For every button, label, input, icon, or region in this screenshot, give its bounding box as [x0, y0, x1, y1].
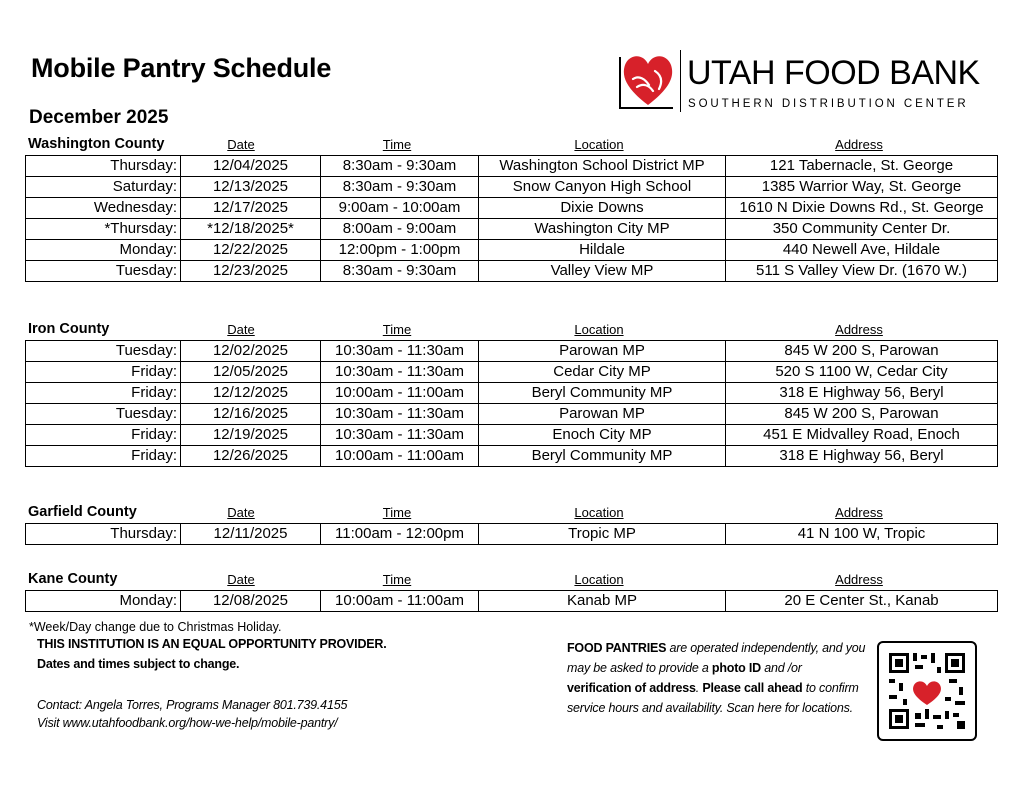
- pantry-note-text: to confirm service hours and availability. Scan here for locations.: [567, 681, 859, 715]
- schedule-table: [25, 523, 998, 545]
- day-cell: Saturday:: [26, 177, 181, 198]
- date-cell: 12/08/2025: [181, 591, 321, 612]
- table-row: [26, 240, 998, 261]
- address-cell: 350 Community Center Dr.: [726, 219, 998, 240]
- pantry-note-bold: Please call ahead: [702, 681, 803, 695]
- date-cell: *12/18/2025*: [181, 219, 321, 240]
- pantry-note-text: and /or: [760, 661, 802, 675]
- day-cell: *Thursday:: [26, 219, 181, 240]
- table-row: [26, 446, 998, 467]
- location-cell: Enoch City MP: [479, 425, 726, 446]
- table-row: [26, 362, 998, 383]
- time-cell: 10:00am - 11:00am: [321, 591, 479, 612]
- location-cell: Cedar City MP: [479, 362, 726, 383]
- address-cell: 845 W 200 S, Parowan: [726, 404, 998, 425]
- address-cell: 20 E Center St., Kanab: [726, 591, 998, 612]
- website-link[interactable]: Visit www.utahfoodbank.org/how-we-help/mobile-pantry/: [37, 716, 338, 730]
- address-header: Address: [835, 322, 883, 337]
- table-row: [26, 261, 998, 282]
- date-cell: 12/05/2025: [181, 362, 321, 383]
- date-cell: 12/11/2025: [181, 524, 321, 545]
- date-header: Date: [227, 322, 255, 337]
- day-cell: Thursday:: [26, 156, 181, 177]
- address-cell: 1385 Warrior Way, St. George: [726, 177, 998, 198]
- date-header: Date: [227, 505, 255, 520]
- address-cell: 41 N 100 W, Tropic: [726, 524, 998, 545]
- contact-line: Contact: Angela Torres, Programs Manager 801.739.4155: [37, 698, 348, 712]
- table-row: [26, 198, 998, 219]
- day-cell: Tuesday:: [26, 404, 181, 425]
- time-cell: 10:00am - 11:00am: [321, 446, 479, 467]
- address-cell: 318 E Highway 56, Beryl: [726, 446, 998, 467]
- pantry-note-bold: FOOD PANTRIES: [567, 641, 667, 655]
- day-cell: Friday:: [26, 446, 181, 467]
- logo-subtitle: SOUTHERN DISTRIBUTION CENTER: [688, 98, 969, 110]
- time-cell: 10:30am - 11:30am: [321, 404, 479, 425]
- date-cell: 12/13/2025: [181, 177, 321, 198]
- schedule-month: December 2025: [29, 107, 169, 128]
- table-row: [26, 425, 998, 446]
- location-cell: Hildale: [479, 240, 726, 261]
- table-row: [26, 404, 998, 425]
- date-cell: 12/16/2025: [181, 404, 321, 425]
- day-cell: Tuesday:: [26, 341, 181, 362]
- county-name: Iron County: [28, 321, 110, 337]
- table-row: [26, 177, 998, 198]
- address-header: Address: [835, 505, 883, 520]
- qr-code-icon: [879, 643, 975, 739]
- location-cell: Parowan MP: [479, 341, 726, 362]
- day-cell: Monday:: [26, 591, 181, 612]
- date-cell: 12/02/2025: [181, 341, 321, 362]
- schedule-table: [25, 340, 998, 467]
- time-header: Time: [382, 572, 412, 587]
- equal-opportunity-statement: THIS INSTITUTION IS AN EQUAL OPPORTUNITY PROVIDER.: [37, 637, 387, 651]
- time-header: Time: [382, 137, 412, 152]
- location-cell: Kanab MP: [479, 591, 726, 612]
- time-header: Time: [382, 322, 412, 337]
- time-cell: 10:30am - 11:30am: [321, 425, 479, 446]
- location-header: Location: [574, 137, 624, 152]
- address-header: Address: [835, 572, 883, 587]
- date-cell: 12/17/2025: [181, 198, 321, 219]
- page-title: Mobile Pantry Schedule: [31, 53, 332, 83]
- logo-divider: [680, 50, 681, 112]
- location-cell: Parowan MP: [479, 404, 726, 425]
- county-name: Kane County: [28, 571, 118, 587]
- date-cell: 12/04/2025: [181, 156, 321, 177]
- date-cell: 12/26/2025: [181, 446, 321, 467]
- iron-county-section: [25, 321, 998, 467]
- logo-name: UTAH FOOD BANK: [687, 54, 980, 92]
- day-cell: Friday:: [26, 383, 181, 404]
- address-cell: 121 Tabernacle, St. George: [726, 156, 998, 177]
- schedule-table: [25, 590, 998, 612]
- time-cell: 9:00am - 10:00am: [321, 198, 479, 219]
- county-name: Garfield County: [28, 504, 137, 520]
- table-row: [26, 341, 998, 362]
- county-name: Washington County: [28, 136, 165, 152]
- subject-to-change-note: Dates and times subject to change.: [37, 657, 240, 671]
- address-header: Address: [835, 137, 883, 152]
- address-cell: 440 Newell Ave, Hildale: [726, 240, 998, 261]
- table-row: [26, 383, 998, 404]
- location-cell: Washington City MP: [479, 219, 726, 240]
- date-cell: 12/23/2025: [181, 261, 321, 282]
- time-cell: 8:00am - 9:00am: [321, 219, 479, 240]
- food-pantries-note: [567, 638, 867, 718]
- garfield-county-section: [25, 504, 998, 545]
- time-cell: 8:30am - 9:30am: [321, 156, 479, 177]
- date-cell: 12/22/2025: [181, 240, 321, 261]
- contact-info: [37, 696, 347, 732]
- table-row: [26, 524, 998, 545]
- time-cell: 8:30am - 9:30am: [321, 177, 479, 198]
- day-cell: Friday:: [26, 425, 181, 446]
- day-cell: Friday:: [26, 362, 181, 383]
- location-header: Location: [574, 322, 624, 337]
- pantry-note-text: are operated independently, and you may be asked to provide a: [567, 641, 866, 675]
- address-cell: 451 E Midvalley Road, Enoch: [726, 425, 998, 446]
- time-cell: 10:00am - 11:00am: [321, 383, 479, 404]
- location-cell: Snow Canyon High School: [479, 177, 726, 198]
- location-cell: Washington School District MP: [479, 156, 726, 177]
- date-cell: 12/19/2025: [181, 425, 321, 446]
- pantry-note-text: .: [695, 681, 703, 695]
- location-cell: Dixie Downs: [479, 198, 726, 219]
- time-cell: 8:30am - 9:30am: [321, 261, 479, 282]
- time-cell: 12:00pm - 1:00pm: [321, 240, 479, 261]
- washington-county-section: [25, 136, 998, 282]
- pantry-note-bold: photo ID: [711, 661, 761, 675]
- holiday-note: *Week/Day change due to Christmas Holiday.: [29, 620, 282, 634]
- time-cell: 10:30am - 11:30am: [321, 362, 479, 383]
- table-row: [26, 156, 998, 177]
- qr-code[interactable]: [877, 641, 977, 741]
- time-header: Time: [382, 505, 412, 520]
- time-cell: 11:00am - 12:00pm: [321, 524, 479, 545]
- utah-food-bank-logo: [619, 48, 979, 114]
- table-row: [26, 591, 998, 612]
- location-cell: Valley View MP: [479, 261, 726, 282]
- address-cell: 318 E Highway 56, Beryl: [726, 383, 998, 404]
- kane-county-section: [25, 571, 998, 612]
- pantry-note-bold: verification of address: [567, 681, 696, 695]
- heart-hands-icon: [619, 49, 677, 111]
- location-header: Location: [574, 505, 624, 520]
- location-cell: Tropic MP: [479, 524, 726, 545]
- day-cell: Wednesday:: [26, 198, 181, 219]
- location-cell: Beryl Community MP: [479, 446, 726, 467]
- location-header: Location: [574, 572, 624, 587]
- schedule-table: [25, 155, 998, 282]
- day-cell: Thursday:: [26, 524, 181, 545]
- date-cell: 12/12/2025: [181, 383, 321, 404]
- time-cell: 10:30am - 11:30am: [321, 341, 479, 362]
- address-cell: 520 S 1100 W, Cedar City: [726, 362, 998, 383]
- location-cell: Beryl Community MP: [479, 383, 726, 404]
- address-cell: 845 W 200 S, Parowan: [726, 341, 998, 362]
- table-row: [26, 219, 998, 240]
- date-header: Date: [227, 572, 255, 587]
- day-cell: Tuesday:: [26, 261, 181, 282]
- address-cell: 1610 N Dixie Downs Rd., St. George: [726, 198, 998, 219]
- day-cell: Monday:: [26, 240, 181, 261]
- date-header: Date: [227, 137, 255, 152]
- address-cell: 511 S Valley View Dr. (1670 W.): [726, 261, 998, 282]
